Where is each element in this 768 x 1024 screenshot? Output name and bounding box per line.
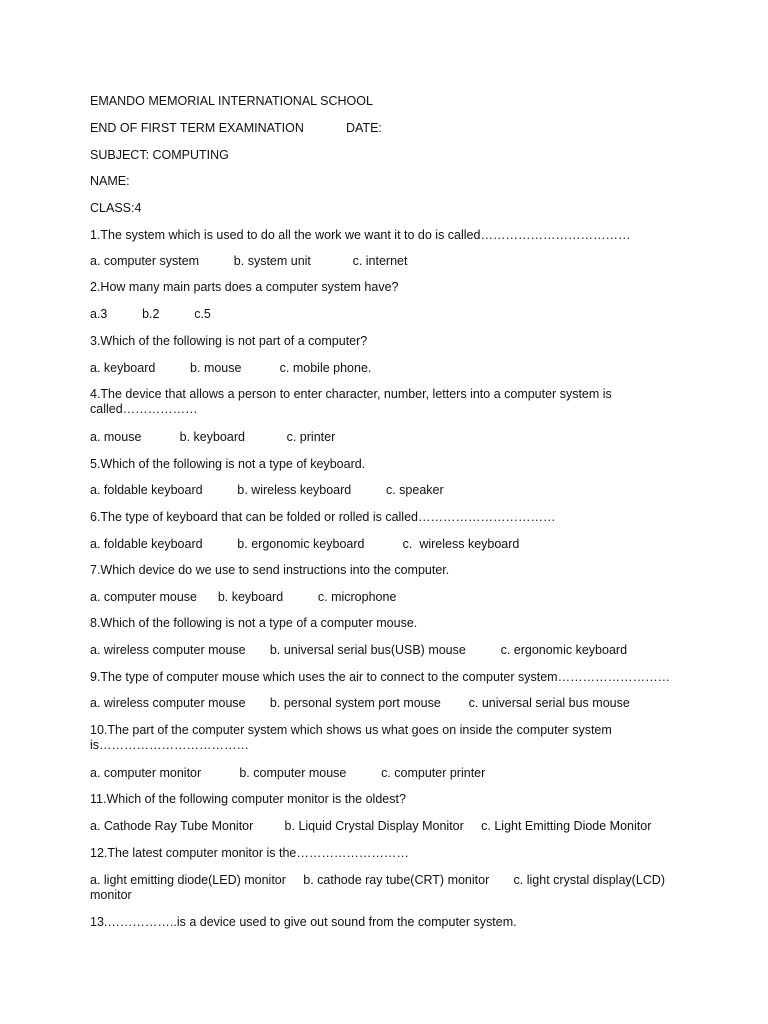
question-3: 3.Which of the following is not part of a computer? xyxy=(90,334,368,348)
question-9: 9.The type of computer mouse which uses the air to connect to the computer system……………………… xyxy=(90,670,671,684)
exam-title: END OF FIRST TERM EXAMINATION xyxy=(90,121,304,135)
options-6: a. foldable keyboard b. ergonomic keyboard c. wireless keyboard xyxy=(90,537,520,551)
question-4: 4.The device that allows a person to enter character, number, letters into a computer system is called……………… xyxy=(90,387,612,416)
question-2: 2.How many main parts does a computer system have? xyxy=(90,280,399,294)
school-name: EMANDO MEMORIAL INTERNATIONAL SCHOOL xyxy=(90,94,373,108)
options-5: a. foldable keyboard b. wireless keyboard c. speaker xyxy=(90,483,444,497)
options-2: a.3 b.2 c.5 xyxy=(90,307,211,321)
options-4: a. mouse b. keyboard c. printer xyxy=(90,430,336,444)
question-5: 5.Which of the following is not a type of keyboard. xyxy=(90,457,366,471)
question-7: 7.Which device do we use to send instructions into the computer. xyxy=(90,563,450,577)
options-8: a. wireless computer mouse b. universal serial bus(USB) mouse c. ergonomic keyboard xyxy=(90,643,628,657)
options-11: a. Cathode Ray Tube Monitor b. Liquid Crystal Display Monitor c. Light Emitting Diode Monitor xyxy=(90,819,652,833)
date-label: DATE: xyxy=(346,121,382,135)
name-line: NAME: xyxy=(90,174,130,188)
question-13: 13.……………..is a device used to give out sound from the computer system. xyxy=(90,915,517,929)
options-7: a. computer mouse b. keyboard c. microphone xyxy=(90,590,397,604)
question-10: 10.The part of the computer system which shows us what goes on inside the computer system is……………………………… xyxy=(90,723,612,752)
question-1: 1.The system which is used to do all the work we want it to do is called……………………………… xyxy=(90,228,631,242)
options-9: a. wireless computer mouse b. personal system port mouse c. universal serial bus mouse xyxy=(90,696,630,710)
question-6: 6.The type of keyboard that can be folded or rolled is called…………………………… xyxy=(90,510,556,524)
options-1: a. computer system b. system unit c. internet xyxy=(90,254,408,268)
options-12: a. light emitting diode(LED) monitor b. cathode ray tube(CRT) monitor c. light crystal display(LCD) monitor xyxy=(90,873,669,902)
options-10: a. computer monitor b. computer mouse c. computer printer xyxy=(90,766,486,780)
options-3: a. keyboard b. mouse c. mobile phone. xyxy=(90,361,372,375)
question-11: 11.Which of the following computer monitor is the oldest? xyxy=(90,792,406,806)
question-8: 8.Which of the following is not a type of a computer mouse. xyxy=(90,616,418,630)
subject-line: SUBJECT: COMPUTING xyxy=(90,148,229,162)
class-line: CLASS:4 xyxy=(90,201,142,215)
question-12: 12.The latest computer monitor is the……………………… xyxy=(90,846,409,860)
